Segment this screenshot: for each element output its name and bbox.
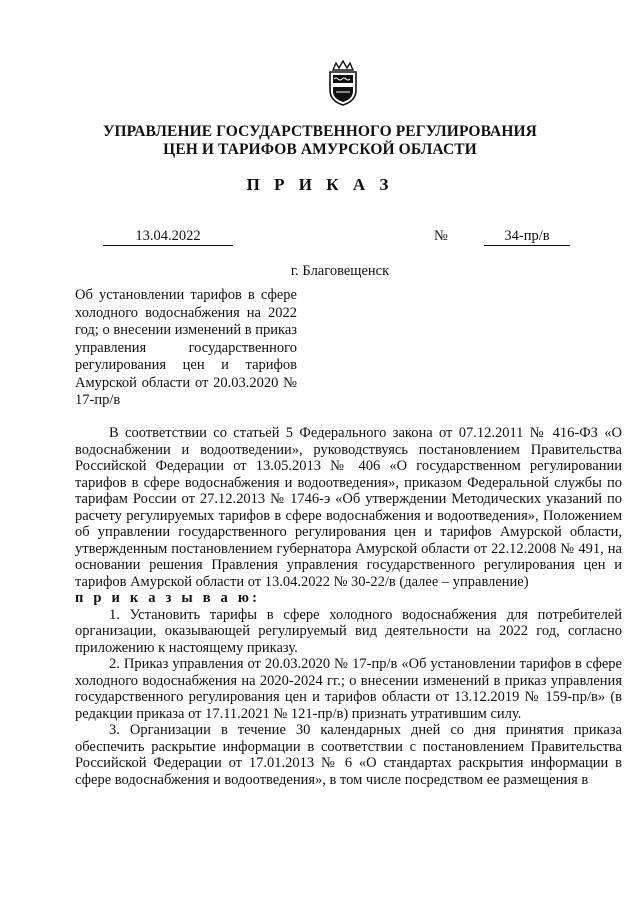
order-word: п р и к а з ы в а ю: bbox=[75, 590, 261, 606]
document-number: 34-пр/в bbox=[484, 228, 570, 246]
document-subject: Об установлении тарифов в сфере холодного водоснабжения на 2022 год; о внесении изменений в приказ управления государственного регулирования цен и тарифов Амурской области от 20.03.2020 № 17-пр/в bbox=[75, 287, 297, 408]
number-sign: № bbox=[434, 228, 448, 244]
order-item-1: 1. Установить тарифы в сфере холодного водоснабжения для потребителей организации, оказывающей регулируемый вид деятельности на 2022 год, согласно приложению к настоящему приказу. bbox=[75, 606, 622, 656]
order-item-3: 3. Организации в течение 30 календарных дней со дня принятия приказа обеспечить раскрытие информации в соответствии с постановлением Правительства Российской Федерации от 17.01.2013 № 6 «О стандартах раскрытия информации в сфере водоснабжения и водоотведения», в том числе посредством ее размещения в bbox=[75, 722, 622, 788]
document-title: П Р И К А З bbox=[246, 175, 394, 194]
order-item-2: 2. Приказ управления от 20.03.2020 № 17-пр/в «Об установлении тарифов в сфере холодного водоснабжения на 2020-2024 гг.; о внесении изменений в приказ управления государственного регулирования цен и тарифов области от 13.12.2019 № 159-пр/в» (в редакции приказа от 17.11.2021 № 121-пр/в) признать утратившим силу. bbox=[75, 656, 622, 722]
agency-name-line1: УПРАВЛЕНИЕ ГОСУДАРСТВЕННОГО РЕГУЛИРОВАНИЯ bbox=[103, 123, 537, 140]
agency-name-line2: ЦЕН И ТАРИФОВ АМУРСКОЙ ОБЛАСТИ bbox=[163, 141, 477, 158]
city-name: г. Благовещенск bbox=[290, 263, 390, 279]
document-body bbox=[75, 425, 622, 788]
document-date: 13.04.2022 bbox=[103, 228, 233, 246]
preamble-paragraph: В соответствии со статьей 5 Федерального закона от 07.12.2011 № 416-ФЗ «О водоснабжении и водоотведении», руководствуясь постановлением Правительства Российской Федерации от 13.05.2013 № 406 «О государственном регулировании тарифов в сфере водоснабжения и водоотведения», приказом Федеральной службы по тарифам России от 27.12.2013 № 1746-э «Об утверждении Методических указаний по расчету регулируемых тарифов в сфере водоснабжения и водоотведения», Положением об управлении государственного регулирования цен и тарифов Амурской области, утвержденным постановлением губернатора Амурской области от 22.12.2008 № 491, на основании решения Правления управления государственного регулирования цен и тарифов Амурской области от 13.04.2022 № 30-22/в (далее – управление) bbox=[75, 425, 622, 590]
coat-of-arms-icon bbox=[327, 60, 359, 106]
